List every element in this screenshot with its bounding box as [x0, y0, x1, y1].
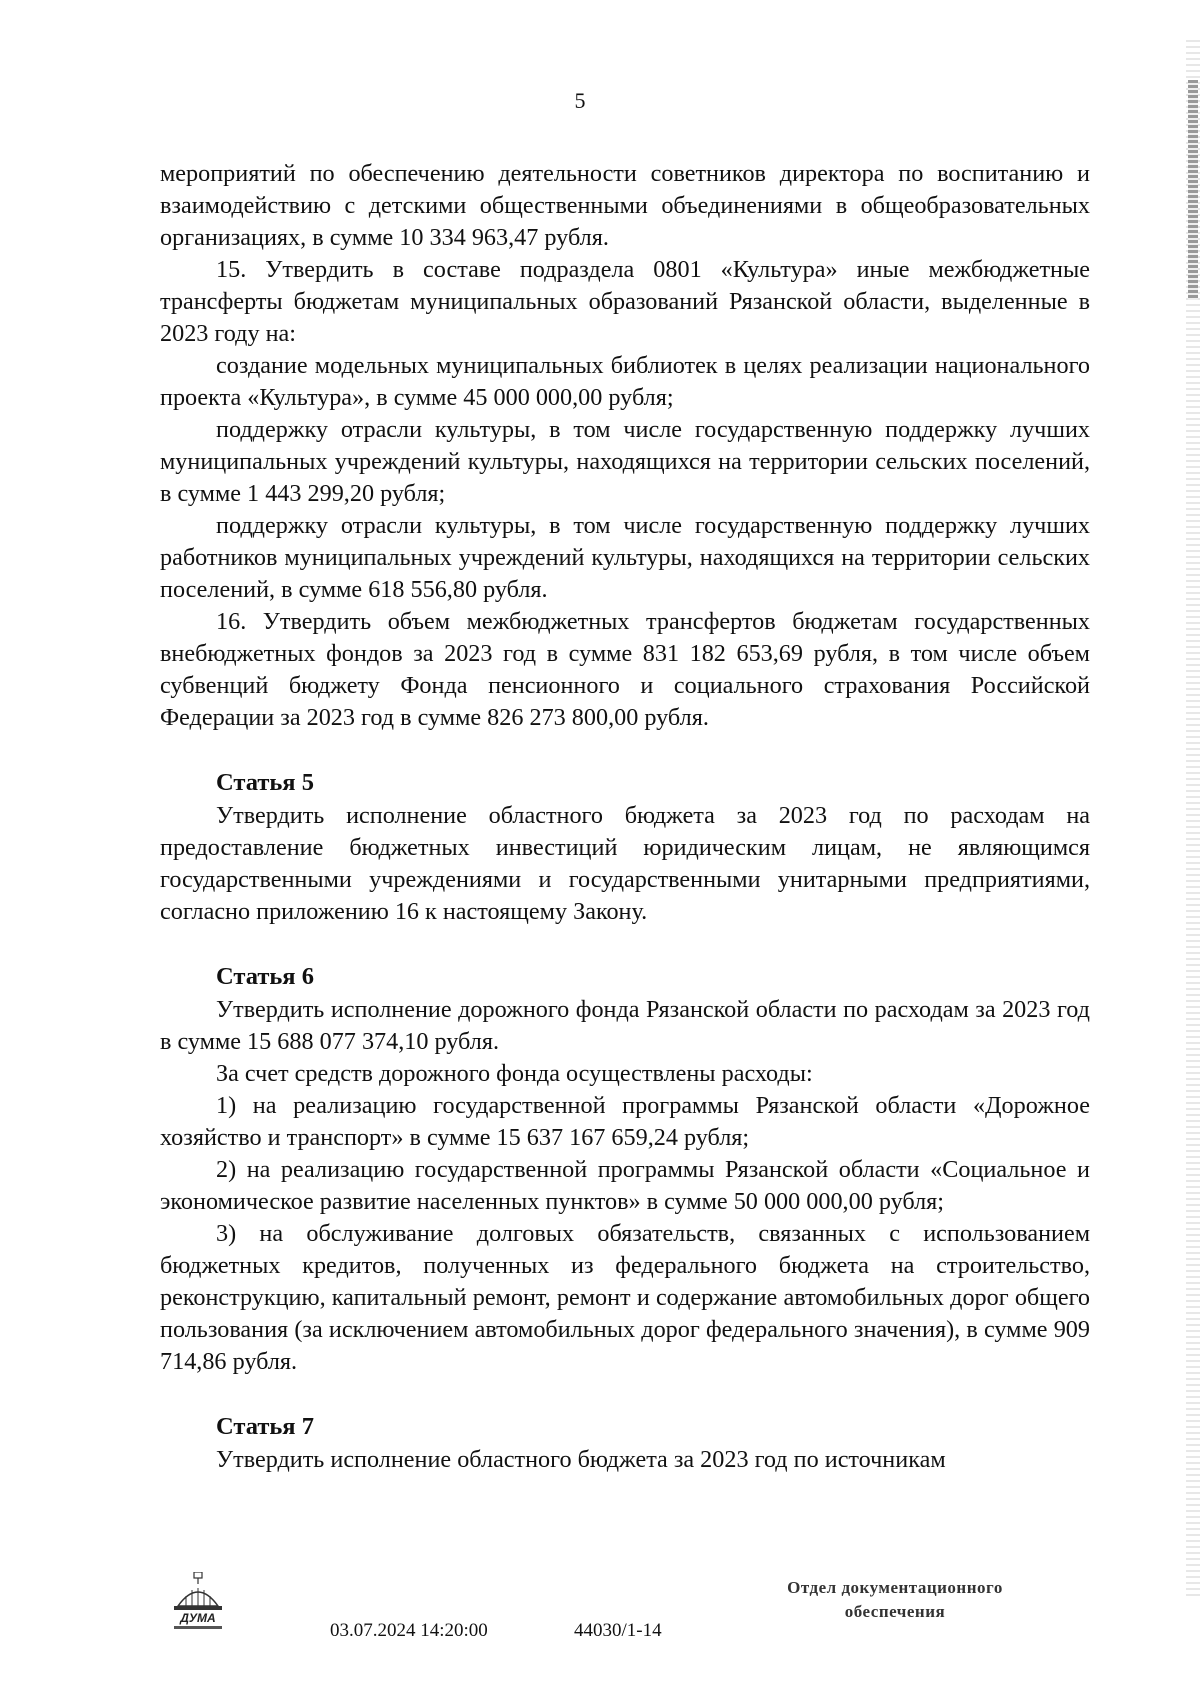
department-line-1: Отдел документационного [787, 1578, 1003, 1597]
duma-logo-icon [168, 1572, 228, 1634]
paragraph: Утвердить исполнение областного бюджета за 2023 год по расходам на предоставление бюджетных инвестиций юридическим лицам, не являющимся государственными учреждениями и государственными унитарными предприятиями, согласно приложению 16 к настоящему Закону. [160, 802, 1090, 925]
paragraph: 3) на обслуживание долговых обязательств, связанных с использованием бюджетных кредитов, полученных из федерального бюджета на строительство, реконструкцию, капитальный ремонт, ремонт и содержание автомобильных дорог общего пользования (за исключением автомобильных дорог федерального значения), в сумме 909 714,86 рубля. [160, 1220, 1090, 1375]
footer-doc-number: 44030/1-14 [574, 1620, 662, 1641]
paragraph: 1) на реализацию государственной программы Рязанской области «Дорожное хозяйство и транспорт» в сумме 15 637 167 659,24 рубля; [160, 1092, 1090, 1151]
department-stamp [740, 1576, 1050, 1624]
article-heading-6: Статья 6 [216, 963, 314, 990]
department-line-2: обеспечения [844, 1602, 946, 1621]
article-heading-7: Статья 7 [216, 1413, 314, 1440]
footer-date: 03.07.2024 14:20:00 [330, 1620, 488, 1641]
paragraph: поддержку отрасли культуры, в том числе государственную поддержку лучших муниципальных учреждений культуры, находящихся на территории сельских поселений, в сумме 1 443 299,20 рубля; [160, 416, 1090, 507]
logo-text: ДУМА [180, 1611, 216, 1625]
paragraph: Утвердить исполнение областного бюджета за 2023 год по источникам [216, 1446, 946, 1473]
paragraph: создание модельных муниципальных библиотек в целях реализации национального проекта «Культура», в сумме 45 000 000,00 рубля; [160, 352, 1090, 411]
paragraph: 15. Утвердить в составе подраздела 0801 «Культура» иные межбюджетные трансферты бюджетам муниципальных образований Рязанской области, выделенные в 2023 году на: [160, 256, 1090, 347]
paragraph: поддержку отрасли культуры, в том числе государственную поддержку лучших работников муниципальных учреждений культуры, находящихся на территории сельских поселений, в сумме 618 556,80 рубля. [160, 512, 1090, 603]
paragraph: За счет средств дорожного фонда осуществлены расходы: [216, 1060, 813, 1087]
paragraph: 2) на реализацию государственной программы Рязанской области «Социальное и экономическое развитие населенных пунктов» в сумме 50 000 000,00 рубля; [160, 1156, 1090, 1215]
paragraph: 16. Утвердить объем межбюджетных трансфертов бюджетам государственных внебюджетных фондов за 2023 год в сумме 831 182 653,69 рубля, в том числе объем субвенций бюджету Фонда пенсионного и социального страхования Российской Федерации за 2023 год в сумме 826 273 800,00 рубля. [160, 608, 1090, 731]
paragraph: мероприятий по обеспечению деятельности советников директора по воспитанию и взаимодействию с детскими общественными объединениями в общеобразовательных организациях, в сумме 10 334 963,47 рубля. [160, 160, 1090, 251]
document-body [160, 158, 1090, 1476]
article-heading-5: Статья 5 [216, 769, 314, 796]
scan-edge-block [1188, 80, 1198, 300]
page-number: 5 [574, 88, 586, 113]
page-footer [0, 1560, 1200, 1650]
paragraph: Утвердить исполнение дорожного фонда Рязанской области по расходам за 2023 год в сумме 15 688 077 374,10 рубля. [160, 996, 1090, 1055]
